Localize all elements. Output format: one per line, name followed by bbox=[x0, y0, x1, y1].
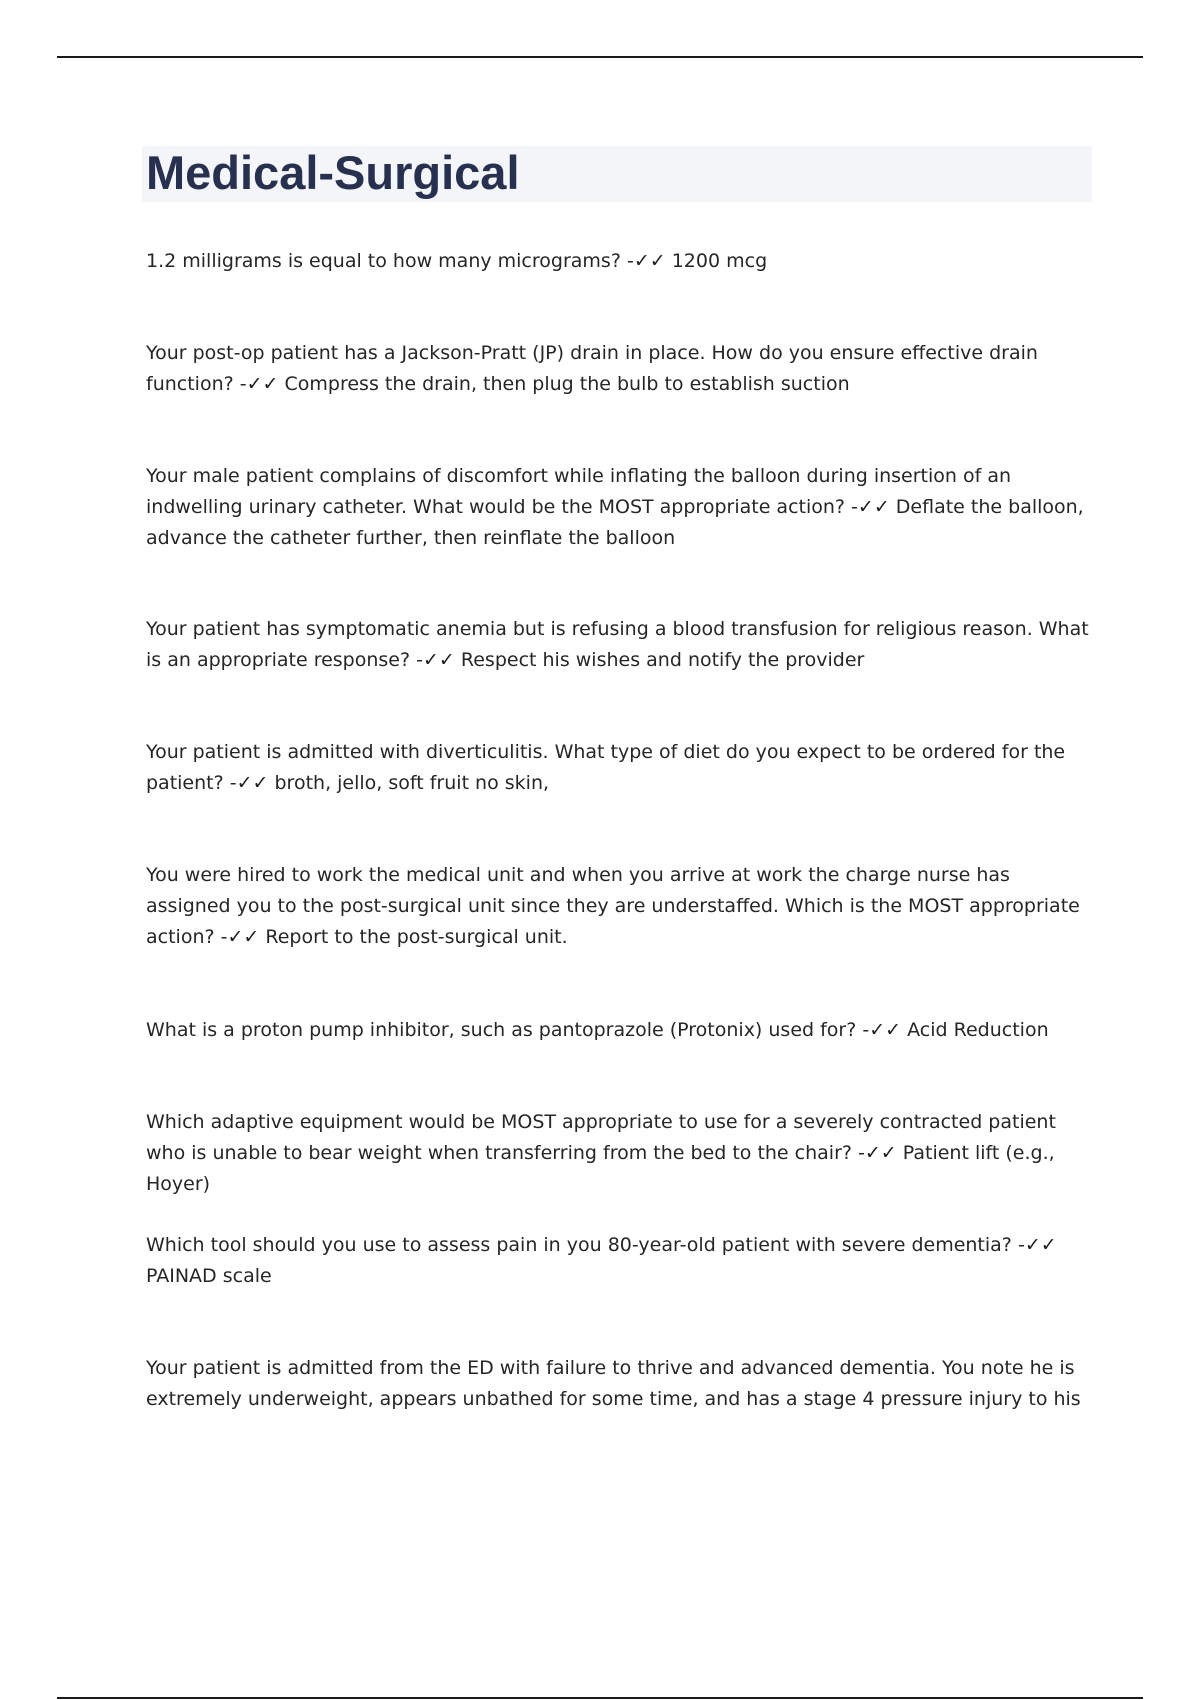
question-text: 1.2 milligrams is equal to how many micrograms? bbox=[146, 250, 621, 272]
check-marks-icon: ✓✓ bbox=[246, 373, 279, 395]
qa-item-2 bbox=[146, 338, 1096, 400]
page-top-rule bbox=[57, 56, 1143, 58]
qa-item-10 bbox=[146, 1353, 1096, 1415]
answer-separator: - bbox=[851, 1142, 865, 1164]
answer-text: 1200 mcg bbox=[671, 250, 768, 272]
answer-text: broth, jello, soft fruit no skin, bbox=[274, 772, 550, 794]
page-title: Medical-Surgical bbox=[146, 146, 520, 199]
question-text: What is a proton pump inhibitor, such as pantoprazole (Protonix) used for? bbox=[146, 1019, 857, 1041]
answer-text: PAINAD scale bbox=[146, 1265, 272, 1287]
answer-text: Respect his wishes and notify the provider bbox=[460, 649, 865, 671]
answer-text: Report to the post-surgical unit. bbox=[265, 926, 568, 948]
qa-item-7 bbox=[146, 1015, 1096, 1046]
answer-separator: - bbox=[410, 649, 423, 671]
qa-item-8 bbox=[146, 1107, 1096, 1200]
check-marks-icon: ✓✓ bbox=[227, 926, 260, 948]
answer-separator: - bbox=[1011, 1234, 1025, 1256]
answer-text: Deflate the balloon, advance the catheter further, then reinflate the balloon bbox=[146, 496, 1084, 549]
question-text: Your patient has symptomatic anemia but is refusing a blood transfusion for religious reason. What is an appropriate response? bbox=[146, 618, 1089, 671]
qa-item-6 bbox=[146, 860, 1096, 953]
qa-item-4 bbox=[146, 614, 1096, 676]
check-marks-icon: ✓✓ bbox=[236, 772, 269, 794]
answer-separator: - bbox=[223, 772, 237, 794]
page-bottom-rule bbox=[57, 1697, 1143, 1699]
check-marks-icon: ✓✓ bbox=[864, 1142, 897, 1164]
question-text: Your patient is admitted with diverticulitis. What type of diet do you expect to be ordered for the patient? bbox=[146, 741, 1066, 794]
answer-separator: - bbox=[845, 496, 858, 518]
answer-separator: - bbox=[233, 373, 247, 395]
check-marks-icon: ✓✓ bbox=[1024, 1234, 1057, 1256]
check-marks-icon: ✓✓ bbox=[869, 1019, 902, 1041]
answer-separator: - bbox=[214, 926, 228, 948]
answer-text: Compress the drain, then plug the bulb to establish suction bbox=[284, 373, 850, 395]
question-text: Which tool should you use to assess pain in you 80-year-old patient with severe dementia? bbox=[146, 1234, 1012, 1256]
qa-item-1 bbox=[146, 246, 1096, 277]
qa-item-5 bbox=[146, 737, 1096, 799]
question-text: Your male patient complains of discomfort while inflating the balloon during insertion of an indwelling urinary catheter. What would be the MOST appropriate action? bbox=[146, 465, 1012, 518]
question-text: Your post-op patient has a Jackson-Pratt (JP) drain in place. How do you ensure effective drain function? bbox=[146, 342, 1038, 395]
answer-text: Patient lift (e.g., Hoyer) bbox=[146, 1142, 1055, 1195]
qa-item-3 bbox=[146, 461, 1096, 554]
check-marks-icon: ✓✓ bbox=[857, 496, 890, 518]
answer-separator: - bbox=[856, 1019, 870, 1041]
question-text: Your patient is admitted from the ED with failure to thrive and advanced dementia. You note he is extremely underweight, appears unbathed for some time, and has a stage 4 pressure injury to his bbox=[146, 1357, 1081, 1410]
check-marks-icon: ✓✓ bbox=[633, 250, 666, 272]
answer-separator: - bbox=[620, 250, 634, 272]
check-marks-icon: ✓✓ bbox=[423, 649, 455, 671]
question-text: You were hired to work the medical unit and when you arrive at work the charge nurse has assigned you to the post-surgical unit since they are understaffed. Which is the MOST appropriate action? bbox=[146, 864, 1080, 948]
question-text: Which adaptive equipment would be MOST appropriate to use for a severely contracted patient who is unable to bear weight when transferring from the bed to the chair? bbox=[146, 1111, 1056, 1164]
qa-item-9 bbox=[146, 1230, 1096, 1292]
answer-text: Acid Reduction bbox=[907, 1019, 1049, 1041]
